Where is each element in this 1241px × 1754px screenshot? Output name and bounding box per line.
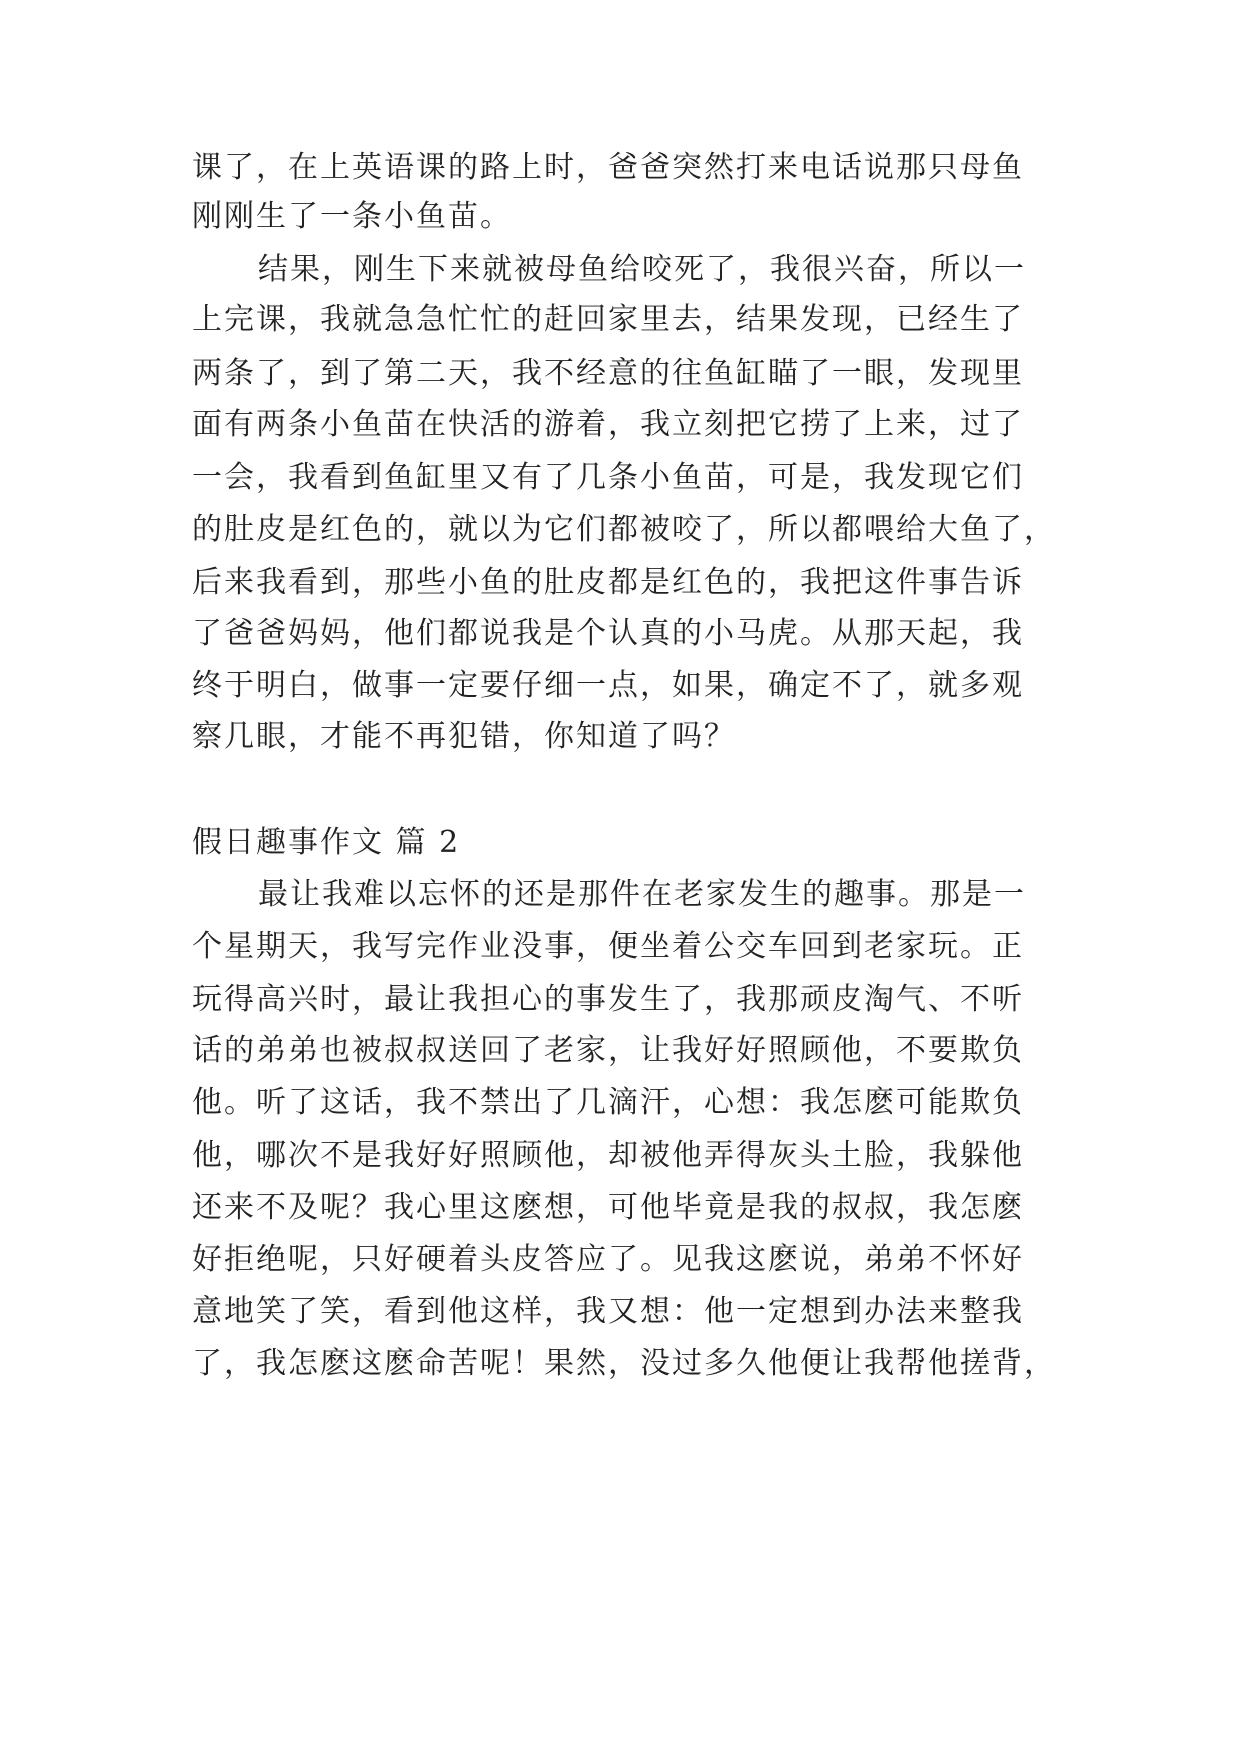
text-line: 他。听了这话，我不禁出了几滴汗，心想：我怎麽可能欺负 <box>192 1085 1024 1120</box>
text-line: 察几眼，才能不再犯错，你知道了吗？ <box>192 719 736 754</box>
text-line: 结果，刚生下来就被母鱼给咬死了，我很兴奋，所以一 <box>258 252 1026 287</box>
text-line: 课了，在上英语课的路上时，爸爸突然打来电话说那只母鱼 <box>192 150 1024 185</box>
text-line: 玩得高兴时，最让我担心的事发生了，我那顽皮淘气、不听 <box>192 982 1024 1017</box>
text-line: 后来我看到，那些小鱼的肚皮都是红色的，我把这件事告诉 <box>192 565 1024 600</box>
section-heading: 假日趣事作文 篇 2 <box>192 825 461 860</box>
text-line: 面有两条小鱼苗在快活的游着，我立刻把它捞了上来，过了 <box>192 407 1024 442</box>
text-line: 最让我难以忘怀的还是那件在老家发生的趣事。那是一 <box>258 877 1026 912</box>
text-line: 刚刚生了一条小鱼苗。 <box>192 199 512 234</box>
text-line: 他，哪次不是我好好照顾他，却被他弄得灰头土脸，我躲他 <box>192 1138 1024 1173</box>
text-line: 个星期天，我写完作业没事，便坐着公交车回到老家玩。正 <box>192 929 1024 964</box>
text-line: 终于明白，做事一定要仔细一点，如果，确定不了，就多观 <box>192 668 1024 703</box>
text-line: 上完课，我就急急忙忙的赶回家里去，结果发现，已经生了 <box>192 302 1024 337</box>
text-line: 一会，我看到鱼缸里又有了几条小鱼苗，可是，我发现它们 <box>192 460 1024 495</box>
text-line: 意地笑了笑，看到他这样，我又想：他一定想到办法来整我 <box>192 1294 1024 1329</box>
text-line: 话的弟弟也被叔叔送回了老家，让我好好照顾他，不要欺负 <box>192 1033 1024 1068</box>
text-line: 还来不及呢？我心里这麽想，可他毕竟是我的叔叔，我怎麽 <box>192 1190 1024 1225</box>
text-line: 的肚皮是红色的，就以为它们都被咬了，所以都喂给大鱼了， <box>192 512 1056 547</box>
text-line: 了爸爸妈妈，他们都说我是个认真的小马虎。从那天起，我 <box>192 616 1024 651</box>
text-line: 了，我怎麽这麽命苦呢！果然，没过多久他便让我帮他搓背， <box>192 1346 1056 1381</box>
text-line: 好拒绝呢，只好硬着头皮答应了。见我这麽说，弟弟不怀好 <box>192 1242 1024 1277</box>
text-line: 两条了，到了第二天，我不经意的往鱼缸瞄了一眼，发现里 <box>192 356 1024 391</box>
